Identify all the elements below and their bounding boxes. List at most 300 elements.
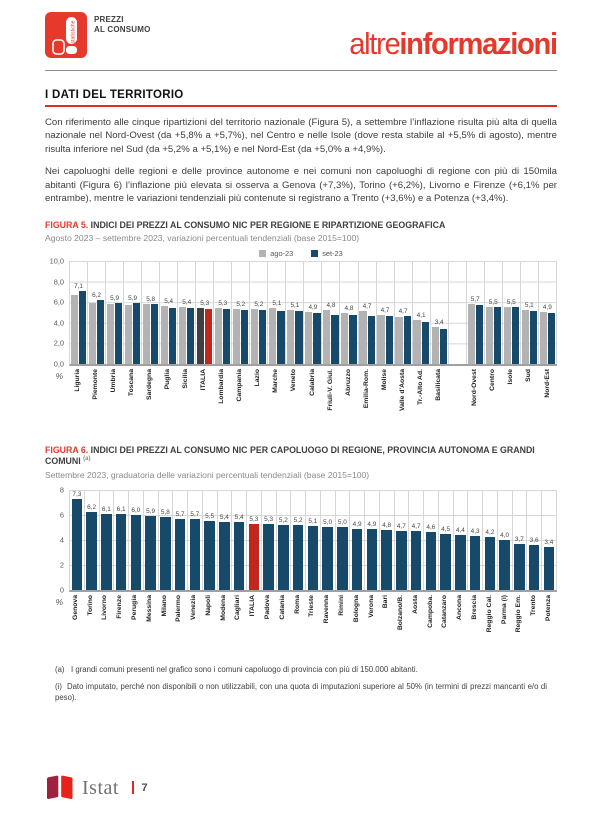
bar-value-label: 5,3 (218, 300, 228, 308)
x-axis-label: Verona (367, 594, 375, 618)
bar-set-23 (337, 527, 348, 590)
bar-slot (262, 490, 277, 590)
bar-set-23 (322, 527, 333, 590)
bar-value-label: 4,9 (367, 520, 377, 528)
bar-slot (503, 261, 521, 364)
legend-label: ago-23 (270, 249, 294, 259)
bar-value-label: 4,9 (308, 304, 318, 312)
bar-slot (454, 490, 469, 590)
y-tick-label: 6 (59, 510, 64, 520)
x-axis-label: Venezia (190, 594, 198, 620)
bar-set-23 (133, 303, 140, 364)
x-axis-label: Catania (278, 594, 286, 620)
x-axis-label: Catanzaro (441, 594, 449, 628)
bar-set-23 (308, 526, 319, 590)
bar-slot (232, 490, 247, 590)
bar-ago-23 (71, 295, 78, 364)
bar-set-23 (72, 499, 83, 590)
bar-set-23 (470, 536, 481, 590)
bar-slot (413, 261, 431, 364)
bar-value-label: 3,4 (544, 539, 554, 547)
chart5-y-axis-unit: % (55, 370, 63, 381)
bar-value-label: 4,8 (344, 305, 354, 313)
bar-set-23 (293, 525, 304, 590)
bar-set-23 (79, 291, 86, 364)
bar-slot (340, 261, 358, 364)
bar-slot (350, 490, 365, 590)
bar-set-23 (367, 529, 378, 590)
bar-value-label: 5,9 (146, 508, 156, 516)
bar-value-label: 5,1 (524, 302, 534, 310)
bar-set-23 (381, 530, 392, 590)
x-axis-label: Bari (382, 594, 390, 609)
product-line2: AL CONSUMO (94, 25, 151, 35)
bar-value-label: 5,4 (182, 299, 192, 307)
bar-set-23 (86, 512, 97, 590)
bar-set-23 (204, 521, 215, 590)
bar-value-label: 6,2 (92, 292, 101, 300)
chart6-plot-area (69, 490, 557, 592)
bar-value-label: 4,6 (426, 524, 436, 532)
bar-value-label: 4,7 (362, 303, 372, 311)
bar-value-label: 4,7 (380, 306, 390, 314)
bar-ago-23 (323, 310, 330, 364)
figura5-label: FIGURA 5. (45, 219, 89, 230)
x-axis-label: Cagliari (234, 594, 242, 620)
bar-ago-23 (486, 307, 493, 364)
bar-set-23 (485, 537, 496, 590)
bar-set-23 (426, 532, 437, 590)
x-axis-label: Bologna (352, 594, 360, 622)
bar-set-23 (278, 525, 289, 590)
bar-value-label: 5,7 (470, 296, 480, 304)
y-tick-label: 0,0 (53, 359, 64, 369)
figura6-label: FIGURA 6. (45, 444, 89, 455)
bar-slot (336, 490, 351, 590)
x-axis-label: Rimini (337, 594, 345, 616)
bar-value-label: 5,0 (323, 519, 333, 527)
page-number-divider (132, 781, 135, 794)
x-axis-label: Tr.-Alto Ad. (417, 368, 425, 405)
bar-value-label: 4,3 (470, 528, 480, 536)
bar-set-23 (116, 514, 127, 590)
bar-set-23 (455, 535, 466, 590)
x-axis-label: Ancona (456, 594, 464, 620)
bar-value-label: 4,5 (441, 525, 451, 533)
bar-slot (268, 261, 286, 364)
product-title (94, 15, 151, 36)
bar-set-23 (223, 309, 230, 364)
bar-set-23 (529, 545, 540, 590)
svg-text:statistiche: statistiche (70, 20, 77, 44)
y-tick-label: 2,0 (53, 338, 64, 348)
section-title: I DATI DEL TERRITORIO (45, 89, 557, 107)
legend-item-set-23 (311, 249, 343, 258)
bar-value-label: 4,1 (416, 311, 426, 319)
x-axis-label: Livorno (101, 594, 109, 620)
bar-value-label: 4,9 (542, 304, 552, 312)
bar-set-23 (404, 316, 411, 364)
bar-value-label: 5,1 (272, 300, 282, 308)
bar-value-label: 5,5 (488, 299, 498, 307)
chart5-plot-column (69, 261, 557, 429)
bar-ago-23 (287, 310, 294, 364)
y-tick-label: 4 (59, 535, 64, 545)
bar-ago-23 (413, 320, 420, 364)
bar-slot (250, 261, 268, 364)
bar-slot (449, 261, 467, 364)
bar-slot (196, 261, 214, 364)
chart6-y-axis (45, 485, 69, 595)
bar-value-label: 5,2 (293, 516, 303, 524)
bar-set-23 (277, 311, 284, 364)
bar-set-23 (263, 524, 274, 590)
x-axis-label: Roma (293, 594, 301, 614)
bar-set-23 (169, 308, 176, 364)
y-tick-label: 2 (59, 560, 64, 570)
x-axis-label: Molise (380, 368, 388, 391)
y-tick-label: 10,0 (49, 256, 64, 266)
bar-value-label: 5,4 (219, 514, 229, 522)
bar-set-23 (101, 514, 112, 590)
bar-ago-23 (89, 303, 96, 364)
bar-ago-23 (107, 304, 114, 364)
bar-set-23 (544, 547, 555, 590)
y-tick-label: 8 (59, 485, 64, 495)
bar-value-label: 5,5 (205, 513, 215, 521)
bar-slot (160, 261, 178, 364)
bar-value-label: 6,1 (116, 505, 126, 513)
bar-slot (159, 490, 174, 590)
bar-slot (247, 490, 262, 590)
bar-slot (365, 490, 380, 590)
bar-ago-23 (233, 309, 240, 364)
bar-set-23 (422, 322, 429, 364)
chart5-plot-area (69, 261, 557, 366)
bar-value-label: 5,9 (128, 295, 138, 303)
x-axis-label: Padova (264, 594, 272, 619)
bar-slot (468, 490, 483, 590)
brand-block (45, 12, 151, 58)
chart-figura6 (45, 485, 557, 651)
x-axis-label: Reggio Cal. (485, 594, 493, 633)
bar-value-label: 3,6 (529, 536, 539, 544)
bar-ago-23 (251, 309, 258, 364)
bar-set-23 (411, 531, 422, 590)
bar-set-23 (205, 309, 212, 364)
figura5-heading (45, 220, 557, 231)
bar-set-23 (396, 531, 407, 590)
bar-set-23 (530, 311, 537, 364)
bar-slot (485, 261, 503, 364)
masthead-title (349, 28, 557, 59)
bar-ago-23 (125, 305, 132, 364)
masthead-bold: informazioni (399, 26, 557, 61)
bar-value-label: 7,1 (74, 282, 83, 290)
bar-slot (521, 261, 539, 364)
x-axis-label: Liguria (73, 368, 81, 392)
x-axis-label: Bolzano/B. (397, 594, 405, 630)
bar-slot (88, 261, 106, 364)
y-tick-label: 6,0 (53, 297, 64, 307)
x-axis-label: Reggio Em. (515, 594, 523, 633)
bar-set-23 (131, 515, 142, 590)
bar-set-23 (160, 517, 171, 590)
istat-wordmark: Istat (82, 776, 119, 799)
bar-ago-23 (504, 307, 511, 364)
x-axis-label: Palermo (175, 594, 183, 622)
x-axis-label: Emilia-Rom. (362, 368, 370, 409)
bar-set-23 (494, 307, 501, 364)
bar-slot (304, 261, 322, 364)
x-axis-label: Campoba. (426, 594, 434, 628)
x-axis-label: Trieste (308, 594, 316, 617)
bar-set-23 (175, 519, 186, 590)
bar-ago-23 (305, 312, 312, 364)
bar-slot (306, 490, 321, 590)
bar-ago-23 (197, 308, 204, 364)
figura5-title: INDICI DEI PREZZI AL CONSUMO NIC PER REGIONE E RIPARTIZIONE GEOGRAFICA (90, 219, 446, 230)
bar-set-23 (219, 522, 230, 590)
bar-value-label: 4,7 (411, 523, 421, 531)
x-axis-label: Lombardia (218, 368, 226, 404)
bar-set-23 (440, 534, 451, 590)
x-axis-label: Abruzzo (344, 368, 352, 396)
legend-item-ago-23 (259, 249, 293, 258)
bar-value-label: 5,2 (236, 301, 246, 309)
bar-value-label: 4,8 (382, 521, 392, 529)
chart5-x-axis-labels (69, 369, 557, 429)
bar-value-label: 4,0 (500, 531, 510, 539)
x-axis-label: Trento (530, 594, 538, 616)
x-axis-label: Milano (160, 594, 168, 617)
bar-slot (214, 261, 232, 364)
bar-value-label: 5,1 (290, 302, 300, 310)
bar-set-23 (352, 529, 363, 590)
x-axis-label: Valle d'Aosta (398, 368, 406, 411)
legend-label: set-23 (322, 249, 343, 259)
bar-slot (188, 490, 203, 590)
bar-value-label: 5,5 (506, 299, 516, 307)
bar-value-label: 4,7 (398, 307, 408, 315)
bar-set-23 (440, 329, 447, 364)
bar-slot (409, 490, 424, 590)
bar-set-23 (499, 540, 510, 590)
bar-value-label: 5,4 (234, 514, 244, 522)
x-axis-label: Ravenna (323, 594, 331, 624)
bar-slot (286, 261, 304, 364)
bar-ago-23 (522, 310, 529, 364)
x-axis-label: Isole (507, 368, 515, 385)
bar-ago-23 (179, 307, 186, 364)
bar-set-23 (476, 305, 483, 364)
x-axis-label: Firenze (116, 594, 124, 619)
x-axis-label: ITALIA (200, 368, 208, 391)
bar-slot (439, 490, 454, 590)
bar-slot (144, 490, 159, 590)
bar-value-label: 6,0 (131, 506, 141, 514)
bar-ago-23 (432, 327, 439, 364)
bar-slot (142, 261, 160, 364)
bar-set-23 (241, 310, 248, 364)
x-axis-label: Lazio (254, 368, 262, 387)
x-axis-label: Umbria (109, 368, 117, 393)
bar-slot (124, 261, 142, 364)
x-axis-label: Sicilia (182, 368, 189, 389)
x-axis-label: Torino (86, 594, 94, 616)
chart6-y-axis-unit: % (55, 596, 63, 607)
bar-ago-23 (359, 311, 366, 364)
bar-set-23 (368, 316, 375, 364)
istat-logo (45, 775, 75, 800)
legend-swatch (311, 250, 318, 257)
bar-slot (321, 490, 336, 590)
y-tick-label: 0 (59, 585, 64, 595)
figura5-subtitle: Agosto 2023 – settembre 2023, variazioni percentuali tendenziali (base 2015=100) (45, 232, 360, 243)
bar-value-label: 3,7 (514, 535, 524, 543)
bar-value-label: 4,8 (326, 302, 336, 310)
x-axis-label: Sud (525, 368, 533, 382)
bar-value-label: 5,7 (175, 510, 185, 518)
bar-value-label: 5,8 (146, 296, 156, 304)
bar-value-label: 7,3 (72, 490, 82, 498)
x-axis-label: Napoli (204, 594, 212, 616)
bar-value-label: 5,3 (200, 300, 210, 308)
bar-slot (277, 490, 292, 590)
bar-value-label: 5,3 (264, 515, 274, 523)
bar-slot (291, 490, 306, 590)
bar-set-23 (548, 313, 555, 363)
bar-ago-23 (269, 308, 276, 364)
bar-slot (483, 490, 498, 590)
figura6-title: INDICI DEI PREZZI AL CONSUMO NIC PER CAPOLUOGO DI REGIONE, PROVINCIA AUTONOMA E GRANDI COMUNI (45, 444, 535, 467)
masthead-light: altre (349, 26, 400, 61)
bar-slot (173, 490, 188, 590)
page-header (45, 12, 557, 66)
bar-slot (380, 490, 395, 590)
x-axis-label: Toscana (127, 368, 135, 397)
figura6-footnote-ref: (a) (83, 456, 91, 463)
figura6-heading (45, 445, 557, 468)
bar-value-label: 3,4 (434, 318, 444, 326)
paragraph-2: Nei capoluoghi delle regioni e delle province autonome e nei comuni non capoluoghi di regione con più di 150mila abitanti (Figura 6) l’inflazione più elevata si osserva a Genova (+7,3%), Torino (+6,2%), Livorno e Firenze (+6,1% per entrambe), mentre le variazioni tendenziali più contenute si registrano a Trento (+3,6%) e a Potenza (+3,4%). (45, 166, 557, 205)
x-axis-label: Modena (219, 594, 227, 621)
bar-set-23 (259, 310, 266, 364)
bar-set-23 (190, 519, 201, 590)
bar-value-label: 4,7 (396, 523, 406, 531)
x-axis-label: Basilicata (435, 368, 443, 401)
chart5-legend (45, 249, 557, 259)
chart5-y-axis (45, 256, 69, 369)
bar-value-label: 5,2 (278, 516, 288, 524)
bar-set-23 (187, 308, 194, 364)
bar-value-label: 5,8 (160, 509, 170, 517)
chart6-y-axis-column (45, 485, 69, 651)
x-axis-label: Brescia (470, 594, 478, 620)
x-axis-label: Friuli-V. Giul. (326, 368, 334, 411)
x-axis-label: Messina (145, 594, 153, 622)
x-axis-label: Calabria (308, 368, 316, 396)
x-axis-label: Puglia (163, 368, 171, 390)
x-axis-label (449, 369, 467, 429)
bar-ago-23 (215, 308, 222, 364)
footnote-a: (a) I grandi comuni presenti nel grafico sono i comuni capoluogo di provincia con più di 150.000 abitanti. (55, 664, 418, 674)
bar-set-23 (145, 516, 156, 590)
bar-value-label: 5,2 (254, 301, 264, 309)
bar-slot (232, 261, 250, 364)
chart-figura5 (45, 256, 557, 429)
x-axis-label: Centro (489, 368, 497, 391)
bar-set-23 (151, 304, 158, 364)
x-axis-label: Piemonte (91, 368, 99, 400)
x-axis-label: Parma (i) (500, 594, 508, 624)
product-line1: PREZZI (94, 15, 124, 24)
footnote-i: (i) Dato imputato, perché non disponibili o non utilizzabili, con una quota di imputazioni superiore al 50% (in termini di prezzi mancanti e/o di peso). (55, 682, 547, 702)
x-axis-label: Perugia (131, 594, 139, 620)
bar-slot (539, 261, 557, 364)
x-axis-label: Aosta (411, 594, 419, 614)
bar-slot (218, 490, 233, 590)
bar-set-23 (313, 313, 320, 363)
bar-slot (106, 261, 124, 364)
x-axis-label: ITALIA (249, 594, 257, 617)
bar-value-label: 5,1 (308, 518, 318, 526)
bar-value-label: 4,2 (485, 529, 495, 537)
y-tick-label: 4,0 (53, 318, 64, 328)
figura6-subtitle: Settembre 2023, graduatoria delle variazioni percentuali tendenziali (base 2015=100) (45, 469, 370, 480)
chart6-plot-column (69, 490, 557, 651)
page-number: 7 (141, 781, 148, 794)
y-tick-label: 8,0 (53, 277, 64, 287)
bar-value-label: 4,4 (455, 526, 465, 534)
x-axis-label: Genova (71, 594, 79, 620)
bar-value-label: 4,9 (352, 520, 362, 528)
chart6-x-axis-labels (69, 595, 557, 651)
bar-slot (114, 490, 129, 590)
bar-slot (70, 261, 88, 364)
bar-set-23 (386, 316, 393, 364)
bar-set-23 (249, 524, 260, 590)
bar-value-label: 6,2 (87, 504, 97, 512)
bar-ago-23 (395, 317, 402, 364)
bar-ago-23 (540, 312, 547, 364)
bar-ago-23 (161, 306, 168, 364)
bar-set-23 (512, 307, 519, 364)
footnotes (45, 665, 557, 704)
bar-slot (467, 261, 485, 364)
x-axis-label: Marche (272, 368, 280, 393)
bar-ago-23 (377, 315, 384, 364)
bar-set-23 (97, 300, 104, 364)
bar-slot (395, 490, 410, 590)
x-axis-label: Potenza (544, 594, 552, 621)
bar-value-label: 6,1 (101, 505, 111, 513)
bar-set-23 (331, 315, 338, 364)
bar-value-label: 5,7 (190, 510, 200, 518)
bar-set-23 (514, 544, 525, 590)
bar-set-23 (349, 315, 356, 364)
bar-value-label: 5,4 (164, 298, 174, 306)
bar-value-label: 5,0 (337, 519, 347, 527)
x-axis-label: Campania (236, 368, 244, 402)
bar-slot (424, 490, 439, 590)
bar-ago-23 (468, 304, 475, 364)
bar-set-23 (234, 522, 245, 590)
bar-set-23 (115, 303, 122, 364)
bar-set-23 (295, 311, 302, 364)
paragraph-1: Con riferimento alle cinque ripartizioni del territorio nazionale (Figura 5), a settembre l’inflazione risulta più alta di quella nazionale nel Nord-Ovest (da +5,8% a +5,7%), nel Centro e nelle Isole (dove resta stabile al +5,5% di agosto), mentre risulta inferiore nel Sud (da +5,2% a +5,1%) e nel Nord-Est (da +5,0% a +4,9%). (45, 117, 557, 155)
istat-statistiche-logo (45, 12, 87, 58)
